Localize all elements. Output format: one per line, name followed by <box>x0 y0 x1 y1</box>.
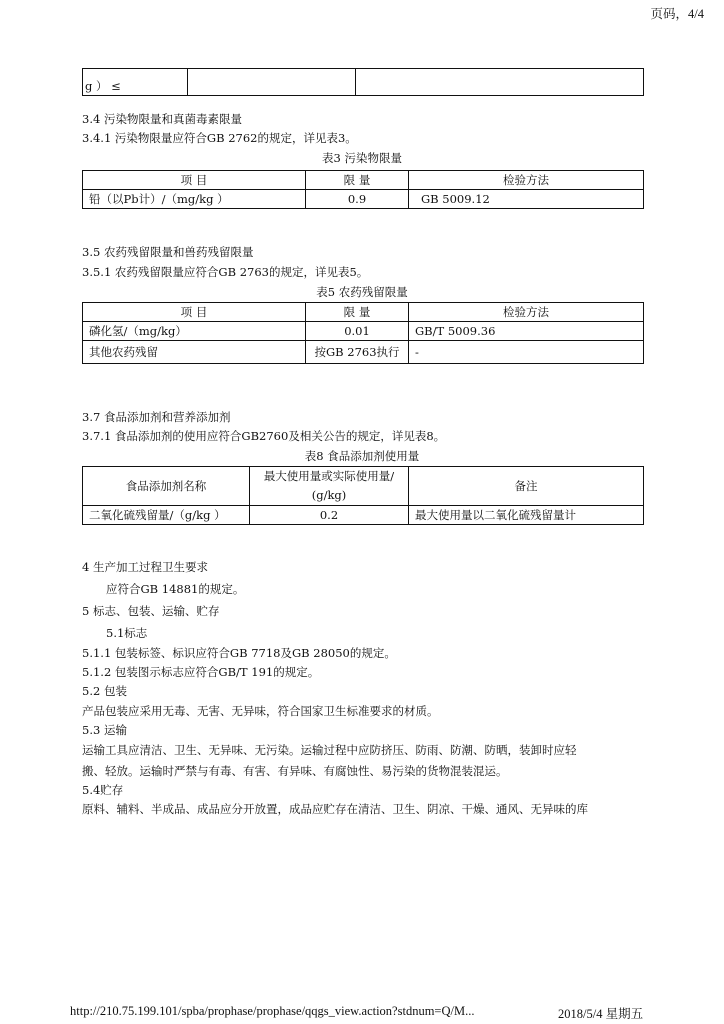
cell-limit: 0.01 <box>306 322 409 341</box>
header-item: 项 目 <box>83 303 306 322</box>
table-8 <box>82 466 644 525</box>
cell-item: 其他农药残留 <box>83 341 306 364</box>
table-row <box>83 322 644 341</box>
clause-3-4-1: 3.4.1 污染物限量应符合GB 2762的规定，详见表3。 <box>82 131 357 145</box>
section-4-heading: 4 生产加工过程卫生要求 <box>82 560 208 574</box>
cell-limit: 按GB 2763执行 <box>306 341 409 364</box>
table-row <box>83 506 644 525</box>
header-method: 检验方法 <box>409 171 644 190</box>
header-remark: 备注 <box>409 467 644 506</box>
fragment-cell-empty <box>355 69 643 96</box>
cell-method: - <box>409 341 644 364</box>
cell-limit: 0.9 <box>306 190 409 209</box>
continued-table-fragment <box>82 68 644 96</box>
table-header-row <box>83 467 644 506</box>
clause-3-5-1: 3.5.1 农药残留限量应符合GB 2763的规定，详见表5。 <box>82 265 369 279</box>
table-5-caption: 表5 农药残留限量 <box>316 285 408 299</box>
table-header-row <box>83 303 644 322</box>
header-limit: 限 量 <box>306 171 409 190</box>
cell-remark: 最大使用量以二氧化硫残留量计 <box>409 506 644 525</box>
table-5 <box>82 302 644 364</box>
table-row <box>83 190 644 209</box>
header-max-usage <box>250 467 409 506</box>
footer-date: 2018/5/4 星期五 <box>558 1007 644 1021</box>
fragment-cell-empty <box>187 69 355 96</box>
clause-5-1-1: 5.1.1 包装标签、标识应符合GB 7718及GB 28050的规定。 <box>82 646 396 660</box>
section-5-heading: 5 标志、包装、运输、贮存 <box>82 604 220 618</box>
cell-additive-name: 二氧化硫残留量/（g/kg ） <box>83 506 250 525</box>
header-max-usage-unit: (g/kg) <box>311 488 347 502</box>
section-3-4-heading: 3.4 污染物限量和真菌毒素限量 <box>82 112 242 126</box>
table-row <box>83 341 644 364</box>
page-number: 页码，4/4 <box>650 7 704 21</box>
section-3-7-heading: 3.7 食品添加剂和营养添加剂 <box>82 410 231 424</box>
header-additive-name: 食品添加剂名称 <box>83 467 250 506</box>
section-3-5-heading: 3.5 农药残留限量和兽药残留限量 <box>82 245 254 259</box>
header-max-usage-line1: 最大使用量或实际使用量/ <box>263 469 395 483</box>
cell-method: GB 5009.12 <box>409 190 644 209</box>
section-5-3-body-line2: 搬、轻放。运输时严禁与有毒、有害、有异味、有腐蚀性、易污染的货物混装混运。 <box>82 764 508 778</box>
clause-5-1-2: 5.1.2 包装图示标志应符合GB/T 191的规定。 <box>82 665 320 679</box>
clause-3-7-1: 3.7.1 食品添加剂的使用应符合GB2760及相关公告的规定，详见表8。 <box>82 429 446 443</box>
section-5-3-heading: 5.3 运输 <box>82 723 127 737</box>
header-item: 项 目 <box>83 171 306 190</box>
section-5-4-heading: 5.4贮存 <box>82 783 124 797</box>
table-header-row <box>83 171 644 190</box>
header-limit: 限 量 <box>306 303 409 322</box>
footer-url: http://210.75.199.101/spba/prophase/prophase/qqgs_view.action?stdnum=Q/M... <box>70 1004 475 1018</box>
table-8-caption: 表8 食品添加剂使用量 <box>304 449 420 463</box>
cell-item: 磷化氢/（mg/kg） <box>83 322 306 341</box>
cell-method: GB/T 5009.36 <box>409 322 644 341</box>
section-5-3-body-line1: 运输工具应清洁、卫生、无异味、无污染。运输过程中应防挤压、防雨、防潮、防晒，装卸时应轻 <box>82 743 577 757</box>
table-3-caption: 表3 污染物限量 <box>322 151 402 165</box>
section-5-2-heading: 5.2 包装 <box>82 684 127 698</box>
section-5-2-body: 产品包装应采用无毒、无害、无异味，符合国家卫生标准要求的材质。 <box>82 704 439 718</box>
fragment-cell: g ） ≤ <box>83 69 188 96</box>
section-5-4-body-line1: 原料、辅料、半成品、成品应分开放置，成品应贮存在清洁、卫生、阴凉、干燥、通风、无异味的库 <box>82 802 588 816</box>
header-method: 检验方法 <box>409 303 644 322</box>
section-5-1-heading: 5.1标志 <box>106 626 148 640</box>
cell-item: 铅（以Pb计）/（mg/kg ） <box>83 190 306 209</box>
table-3 <box>82 170 644 209</box>
cell-max-usage: 0.2 <box>250 506 409 525</box>
section-4-body: 应符合GB 14881的规定。 <box>106 582 245 596</box>
